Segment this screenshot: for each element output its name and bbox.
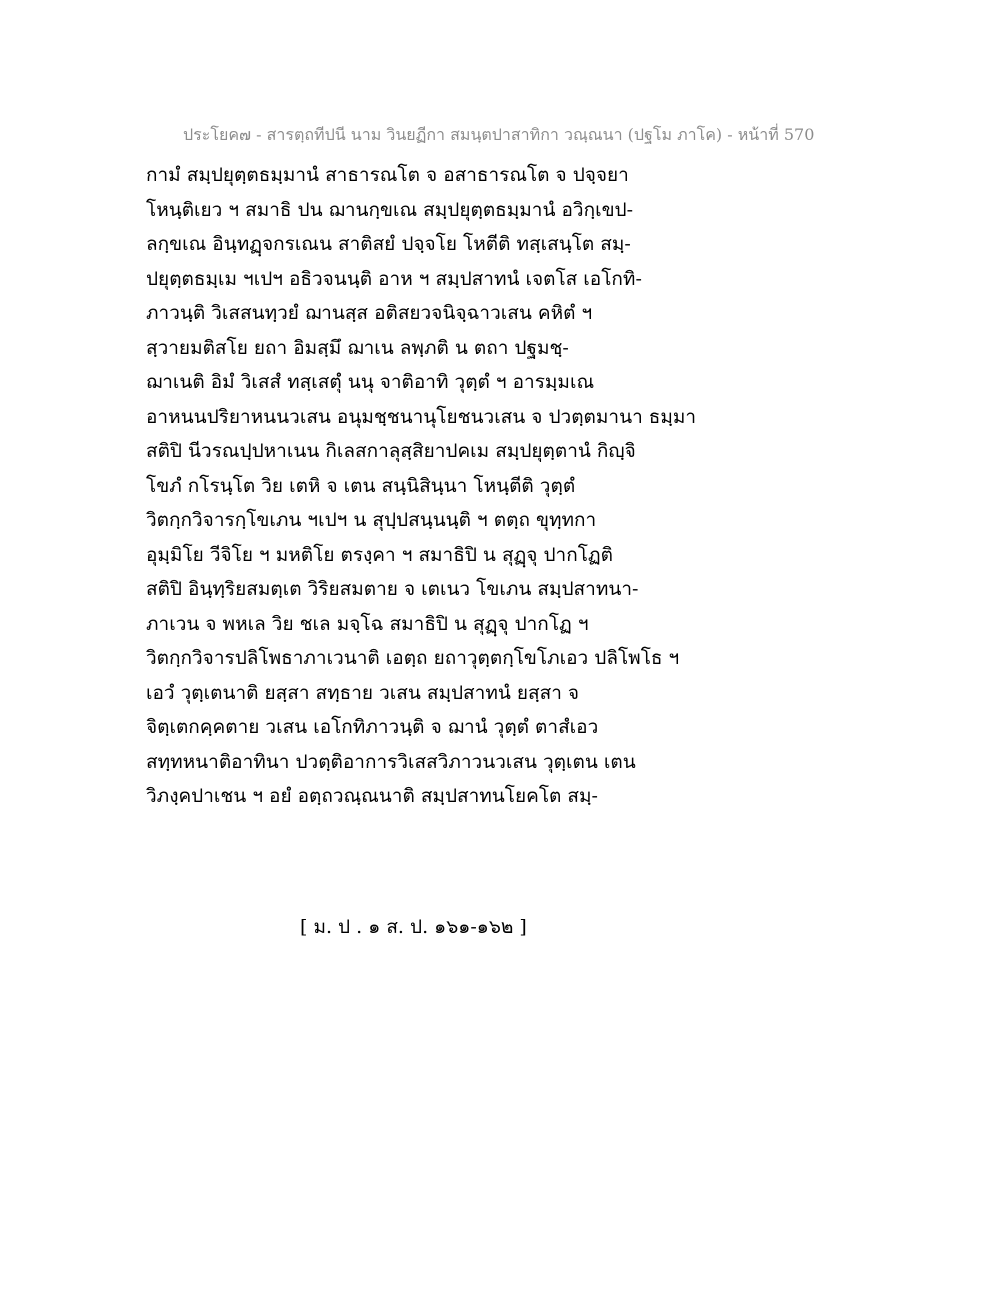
text-line: กามํ สมฺปยุตฺตธมฺมานํ สาธารณโต จ อสาธารณโต จ ปจฺจยา <box>146 164 629 186</box>
text-line: สฺวายมติสโย ยถา อิมสฺมึ ฌาเน ลพฺภติ น ตถา ปฐมชฺ- <box>146 336 569 359</box>
page-reference: [ ม. ป . ๑ ส. ป. ๑๖๑-๑๖๒ ] <box>300 916 527 938</box>
text-line: สติปิ อินฺทฺริยสมตฺเต วิริยสมตาย จ เตเนว โขเภน สมฺปสาทนา- <box>146 578 639 600</box>
text-line: โหนฺติเยว ฯ สมาธิ ปน ฌานกฺขเณ สมฺปยุตฺตธมฺมานํ อวิกฺเขป- <box>146 198 634 221</box>
text-line: ลกฺขเณ อินฺทฏฺจกรเณน สาติสยํ ปจฺจโย โหตีติ ทสฺเสนฺโต สมฺ- <box>146 233 631 255</box>
text-line: อาหนนปริยาหนนวเสน อนุมชฺชนานุโยชนวเสน จ ปวตฺตมานา ธมฺมา <box>146 405 697 428</box>
running-header: ประโยค๗ - สารตฺถทีปนี นาม วินยฏีกา สมนฺตปาสาทิกา วณฺณนา (ปฐโม ภาโค) - หน้าที่ 570 <box>183 125 815 144</box>
text-line: วิตกฺกวิจารปลิโพธาภาเวนาติ เอตฺถ ยถาวุตฺตกฺโขโภเอว ปลิโพโธ ฯ <box>146 647 680 669</box>
text-line: ปยุตฺตธมฺเม ฯเปฯ อธิวจนนฺติ อาห ฯ สมฺปสาทนํ เจตโส เอโกทิ- <box>146 267 642 290</box>
text-line: จิตฺเตกคฺคตาย วเสน เอโกทิภาวนฺติ จ ฌานํ วุตฺตํ ตาสํเอว <box>146 716 599 738</box>
body-text <box>146 158 866 814</box>
text-line: ภาวนฺติ วิเสสนทฺวยํ ฌานสฺส อติสยวจนิจฺฉาวเสน คหิตํ ฯ <box>146 302 593 324</box>
text-line: วิภงฺคปาเชน ฯ อยํ อตฺถวณฺณนาติ สมฺปสาทนโยคโต สมฺ- <box>146 785 598 807</box>
text-line: ฌาเนติ อิมํ วิเสสํ ทสฺเสตุํ นนุ จาติอาทิ วุตฺตํ ฯ อารมฺมเณ <box>146 371 595 393</box>
text-line: อุมฺมิโย วีจิโย ฯ มหติโย ตรงฺคา ฯ สมาธิปิ น สุฏฺจุ ปากโฏติ <box>146 543 614 566</box>
text-line: โขภํ กโรนฺโต วิย เตหิ จ เตน สนฺนิสินฺนา โหนฺตีติ วุตฺตํ <box>146 474 576 497</box>
text-line: สติปิ นีวรณปฺปหาเนน กิเลสกาลุสฺสิยาปคเม สมฺปยุตฺตานํ กิญฺจิ <box>146 440 636 462</box>
text-line: ภาเวน จ พหเล วิย ชเล มจฺโฉ สมาธิปิ น สุฏฺจุ ปากโฏ ฯ <box>146 612 589 635</box>
text-line: เอวํ วุตฺเตนาติ ยสฺสา สทฺธาย วเสน สมฺปสาทนํ ยสฺสา จ <box>146 681 580 704</box>
text-line: สทฺทหนาติอาทินา ปวตฺติอาการวิเสสวิภาวนวเสน วุตฺเตน เตน <box>146 750 636 773</box>
text-line: วิตกฺกวิจารกฺโขเภน ฯเปฯ น สุปฺปสนฺนนฺติ ฯ ตตฺถ ขุทฺทกา <box>146 509 597 531</box>
